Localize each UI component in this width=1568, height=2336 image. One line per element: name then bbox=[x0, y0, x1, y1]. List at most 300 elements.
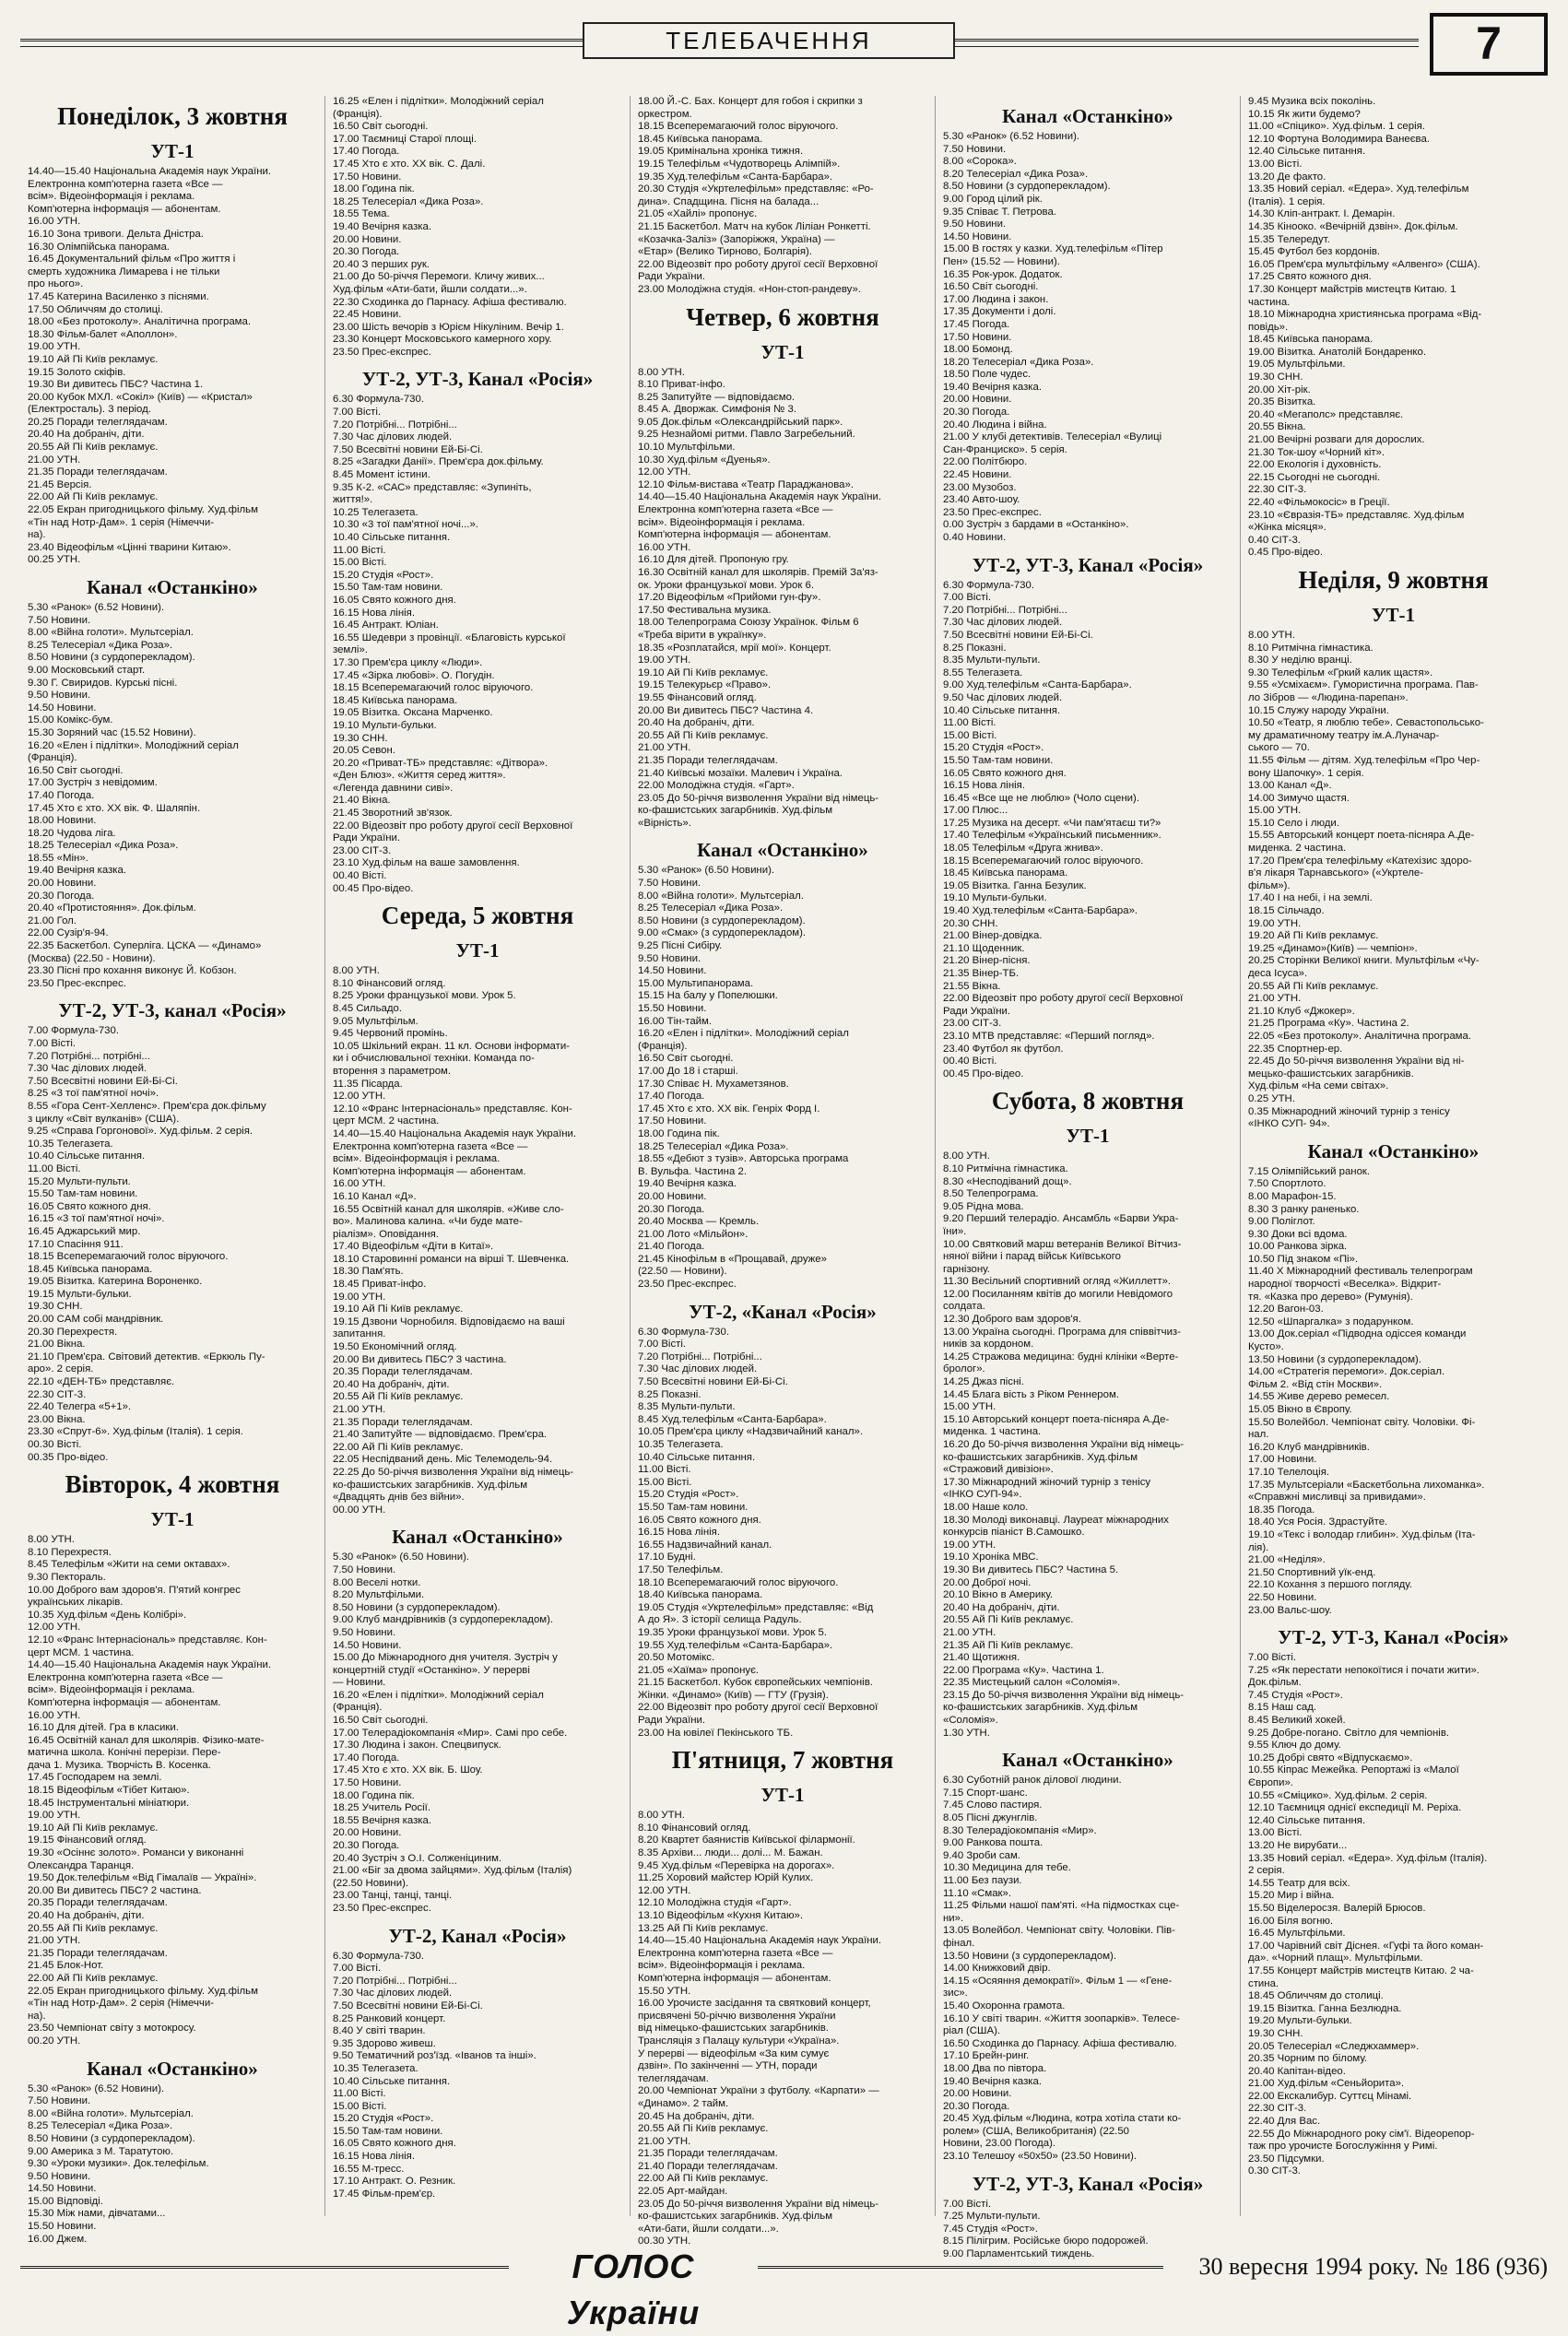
schedule-line: дина». Спадщина. Пісня на балада... bbox=[638, 195, 819, 207]
schedule-line: 23.30 Пісні про кохання виконує Й. Кобзон. bbox=[28, 965, 237, 977]
schedule-line: 7.50 Новини. bbox=[638, 878, 701, 890]
page-number: 7 bbox=[1430, 13, 1548, 76]
schedule-line: Електронна комп'ютерна газета «Все — bbox=[28, 1671, 223, 1683]
schedule-line: 9.20 Перший телерадіо. Ансамбль «Барви Укра- bbox=[943, 1213, 1179, 1225]
schedule-line: 15.00 Комікс-бум. bbox=[28, 714, 113, 726]
schedule-line: 11.00 Вісті. bbox=[333, 544, 386, 556]
schedule-line: 16.00 УТН. bbox=[333, 1178, 386, 1190]
schedule-line: 20.05 Севон. bbox=[333, 745, 395, 757]
schedule-line: 16.00 Біля вогню. bbox=[1248, 1915, 1334, 1927]
schedule-line: 7.50 Всесвітні новини Ей-Бі-Сі. bbox=[943, 629, 1093, 641]
schedule-line: 8.45 Телефільм «Жити на семи октавах». bbox=[28, 1559, 230, 1571]
schedule-line: гарнізону. bbox=[943, 1263, 990, 1275]
schedule-line: 16.05 Свято кожного дня. bbox=[333, 594, 456, 606]
schedule-line: 19.10 Ай Пі Київ рекламує. bbox=[28, 1822, 159, 1834]
schedule-line: 21.35 Поради телеглядачам. bbox=[28, 1947, 168, 1959]
schedule-line: 9.35 Співає Т. Петрова. bbox=[943, 206, 1056, 218]
schedule-line: 16.10 Зона тривоги. Дельта Дністра. bbox=[28, 228, 204, 240]
schedule-line: 18.15 Всеперемагаючий голос віруючого. bbox=[943, 855, 1144, 867]
schedule-line: 8.35 Архіви... люди... долі... М. Бажан. bbox=[638, 1847, 823, 1859]
schedule-line: 20.00 Новини. bbox=[333, 1827, 402, 1839]
schedule-line: 16.15 Нова лінія. bbox=[943, 780, 1025, 792]
schedule-line: всім». Відеоінформація і реклама. bbox=[28, 1684, 195, 1696]
schedule-line: 13.25 Ай Пі Київ рекламує. bbox=[638, 1922, 769, 1934]
schedule-line: 19.10 Ай Пі Київ рекламує. bbox=[333, 1304, 464, 1315]
schedule-line: 9.00 Московський старт. bbox=[28, 664, 146, 676]
schedule-line: Кусто». bbox=[1248, 1341, 1284, 1353]
schedule-line: (22.50 Новини). bbox=[333, 1877, 409, 1889]
schedule-line: Жінки. «Динамо» (Київ) — ГТУ (Грузія). bbox=[638, 1689, 829, 1701]
schedule-line: 12.10 «Франс Інтернасіональ» представляє. Кон- bbox=[333, 1103, 572, 1115]
schedule-line: 10.40 Сільське питання. bbox=[943, 704, 1061, 716]
channel-heading: Канал «Останкіно» bbox=[1002, 1749, 1173, 1772]
schedule-line: Пен» (15.52 — Новини). bbox=[943, 255, 1060, 267]
schedule-line: 16.45 Аджарський мир. bbox=[28, 1225, 141, 1237]
schedule-line: 17.00 Новини. bbox=[1248, 1454, 1317, 1466]
schedule-line: 7.20 Потрібні... Потрібні... bbox=[333, 1975, 457, 1987]
schedule-line: 16.20 До 50-річчя визволення України від німець- bbox=[943, 1439, 1185, 1450]
newspaper-logo: ГОЛОС України bbox=[566, 2248, 701, 2331]
schedule-line: 20.30 Погода. bbox=[333, 1840, 400, 1851]
schedule-line: 21.40 Запитуйте — відповідаємо. Прем'єра. bbox=[333, 1429, 548, 1441]
schedule-line: 6.30 Формула-730. bbox=[333, 1950, 425, 1962]
schedule-line: оркестром. bbox=[638, 108, 692, 120]
schedule-line: 20.55 Ай Пі Київ рекламує. bbox=[638, 2123, 769, 2135]
schedule-line: 8.50 Телепрограма. bbox=[943, 1188, 1039, 1200]
schedule-line: 17.10 Телелоція. bbox=[1248, 1466, 1330, 1478]
schedule-line: Ради України. bbox=[333, 832, 401, 844]
schedule-line: 6.30 Формула-730. bbox=[638, 1326, 730, 1338]
schedule-line: 18.20 Телесеріал «Дика Роза». bbox=[943, 356, 1094, 368]
schedule-line: 7.25 «Як перестати непокоїтися і почати жити». bbox=[1248, 1664, 1480, 1676]
schedule-line: 21.40 Київські мозаїки. Малевич і Україна. bbox=[638, 767, 843, 779]
channel-heading: УТ-1 bbox=[1372, 603, 1415, 626]
schedule-line: 15.50 Новини. bbox=[638, 1003, 707, 1014]
schedule-line: 18.25 Телесеріал «Дика Роза». bbox=[638, 1140, 789, 1152]
schedule-line: 18.00 Година пік. bbox=[333, 1789, 415, 1801]
schedule-line: нал. bbox=[1248, 1429, 1269, 1441]
schedule-line: солдата. bbox=[943, 1301, 985, 1313]
schedule-line: 00.40 Вісті. bbox=[943, 1056, 997, 1068]
schedule-line: 19.00 УТН. bbox=[28, 1810, 81, 1822]
schedule-line: 23.40 Футбол як футбол. bbox=[943, 1043, 1064, 1055]
schedule-line: 16.05 Свято кожного дня. bbox=[943, 767, 1067, 779]
schedule-line: 10.30 Медицина для тебе. bbox=[943, 1862, 1071, 1874]
schedule-line: 21.00 Гол. bbox=[28, 914, 77, 926]
schedule-line: 7.50 Всесвітні новини Ей-Бі-Сі. bbox=[28, 1075, 178, 1087]
schedule-line: 7.00 Вісті. bbox=[943, 592, 992, 604]
schedule-line: 15.15 На балу у Попелюшки. bbox=[638, 990, 778, 1002]
schedule-line: 7.00 Вісті. bbox=[28, 1038, 77, 1049]
schedule-line: 20.30 Погода. bbox=[28, 890, 95, 902]
schedule-line: 21.00 До 50-річчя Перемоги. Кличу живих... bbox=[333, 271, 545, 283]
schedule-line: 12.40 Сільське питання. bbox=[1248, 1814, 1366, 1826]
schedule-line: 19.20 Мульти-бульки. bbox=[1248, 2015, 1352, 2027]
schedule-line: 13.20 Де факто. bbox=[1248, 171, 1326, 183]
schedule-line: 17.45 Хто є хто. XX вік. С. Далі. bbox=[333, 158, 486, 170]
schedule-line: 22.00 Відеозвіт про роботу другої сесії Верховної bbox=[638, 258, 878, 270]
schedule-line: 2 серія. bbox=[1248, 1865, 1285, 1877]
schedule-line: 7.45 Слово пастиря. bbox=[943, 1799, 1043, 1811]
schedule-line: 19.30 СНН. bbox=[1248, 2027, 1303, 2039]
schedule-line: про нього». bbox=[28, 278, 84, 290]
schedule-line: 20.40 На добраніч, діти. bbox=[638, 717, 755, 729]
schedule-line: ни». bbox=[943, 1912, 964, 1924]
schedule-line: 19.35 Уроки французької мови. Урок 5. bbox=[638, 1626, 828, 1638]
schedule-line: аро». 2 серія. bbox=[28, 1363, 94, 1375]
schedule-line: 19.10 Ай Пі Київ рекламує. bbox=[28, 353, 159, 365]
schedule-line: ки і обчислювальної техніки. Команда по- bbox=[333, 1053, 535, 1065]
schedule-line: 23.00 Шість вечорів з Юрієм Нікуліним. Вечір 1. bbox=[333, 321, 564, 333]
schedule-line: 10.40 Сільське питання. bbox=[28, 1150, 146, 1162]
schedule-line: 20.40 Капітан-відео. bbox=[1248, 2065, 1346, 2077]
schedule-line: 20.00 Ви дивитесь ПБС? Частина 4. bbox=[638, 704, 814, 716]
schedule-line: 8.00 Веселі нотки. bbox=[333, 1576, 421, 1588]
schedule-line: 13.10 Відеофільм «Кухня Китаю». bbox=[638, 1910, 804, 1921]
schedule-line: 20.45 Худ.фільм «Людина, котра хотіла стати ко- bbox=[943, 2113, 1182, 2125]
schedule-line: 15.10 Авторський концерт поета-пісняра А.Де- bbox=[943, 1413, 1170, 1425]
schedule-line: в'я лікаря Тарнавського» («Укртеле- bbox=[1248, 867, 1424, 879]
schedule-line: 21.00 У клубі детективів. Телесеріал «Вулиці bbox=[943, 431, 1162, 443]
schedule-line: 19.00 УТН. bbox=[1248, 917, 1302, 929]
schedule-line: 0.30 СІТ-3. bbox=[1248, 2165, 1301, 2177]
schedule-line: 17.30 Прем'єра циклу «Люди». bbox=[333, 656, 483, 668]
schedule-line: 17.10 Брейн-ринг. bbox=[943, 2050, 1030, 2062]
schedule-line: Фільм 2. «Від стін Москви». bbox=[1248, 1378, 1383, 1390]
schedule-line: 9.45 Червоний промінь. bbox=[333, 1028, 448, 1040]
schedule-line: 13.00 Вісті. bbox=[1248, 1827, 1303, 1839]
schedule-line: 11.00 Без паузи. bbox=[943, 1875, 1022, 1886]
schedule-line: 13.35 Новий серіал. «Едера». Худ.фільм (Італія). bbox=[1248, 1852, 1488, 1864]
schedule-line: 8.25 Телесеріал «Дика Роза». bbox=[638, 903, 784, 914]
schedule-line: 18.55 Вечірня казка. bbox=[333, 1814, 432, 1826]
schedule-line: 10.35 Телегазета. bbox=[333, 2062, 419, 2074]
schedule-line: 13.20 Не вирубати... bbox=[1248, 1840, 1348, 1851]
schedule-line: 21.55 Вікна. bbox=[943, 980, 1001, 992]
schedule-line: 19.30 СНН. bbox=[1248, 372, 1303, 383]
schedule-line: 14.40—15.40 Національна Академія наук України. bbox=[28, 166, 272, 177]
schedule-line: 9.05 Рідна мова. bbox=[943, 1200, 1024, 1212]
schedule-line: 15.00 УТН. bbox=[1248, 805, 1302, 817]
schedule-line: 20.55 Ай Пі Київ рекламує. bbox=[943, 1614, 1074, 1626]
schedule-line: 20.20 «Приват-ТБ» представляє: «Дітвора». bbox=[333, 757, 548, 769]
schedule-line: 17.00 Зустріч з невідомим. bbox=[28, 777, 158, 789]
channel-heading: УТ-2, УТ-3, Канал «Росія» bbox=[361, 368, 594, 391]
schedule-line: 17.50 Телефільм. bbox=[638, 1563, 724, 1575]
schedule-line: 17.45 Катерина Василенко з піснями. bbox=[28, 290, 209, 302]
schedule-line: 21.35 Поради телеглядачам. bbox=[333, 1416, 473, 1428]
schedule-line: 11.25 Хоровий майстер Юрій Кулих. bbox=[638, 1872, 814, 1884]
schedule-line: 8.50 Новини (з сурдоперекладом). bbox=[28, 2132, 195, 2144]
schedule-line: 17.30 Концерт майстрів мистецтв Китаю. 1 bbox=[1248, 283, 1456, 295]
day-heading: Неділя, 9 жовтня bbox=[1298, 565, 1489, 594]
schedule-line: 9.00 Парламентський тиждень. bbox=[943, 2248, 1095, 2260]
schedule-line: 16.15 Нова лінія. bbox=[333, 607, 415, 619]
schedule-line: 17.50 Фестивальна музика. bbox=[638, 604, 772, 616]
schedule-line: 18.15 Всеперемагаючий голос віруючого. bbox=[333, 682, 534, 694]
schedule-line: 20.00 Новини. bbox=[333, 233, 402, 245]
schedule-line: 8.00 «Війна голоти». Мультсеріал. bbox=[28, 2107, 194, 2119]
schedule-line: 14.40—15.40 Національна Академія наук України. bbox=[28, 1659, 272, 1671]
schedule-line: 22.10 Кохання з першого погляду. bbox=[1248, 1579, 1413, 1591]
schedule-line: 21.05 «Хаїма» пропонує. bbox=[638, 1664, 760, 1676]
schedule-line: 21.35 Ай Пі Київ рекламує. bbox=[943, 1639, 1074, 1651]
schedule-line: 19.15 Телефільм «Чудотворець Алімпій». bbox=[638, 158, 841, 170]
schedule-line: 18.45 Приват-інфо. bbox=[333, 1279, 427, 1291]
schedule-line: 22.00 Відеозвіт про роботу другої сесії Верховної bbox=[333, 820, 573, 832]
schedule-line: 14.40—15.40 Національна Академія наук України. bbox=[638, 1935, 882, 1947]
schedule-line: 13.00 Україна сьогодні. Програма для співвітчиз- bbox=[943, 1326, 1181, 1338]
schedule-line: 21.45 Версія. bbox=[28, 478, 92, 490]
schedule-line: 20.00 Ви дивитесь ПБС? 3 частина. bbox=[333, 1353, 507, 1365]
schedule-line: 7.00 Вісті. bbox=[333, 407, 382, 419]
schedule-line: 16.05 Прем'єра мультфільму «Алвенго» (США). bbox=[1248, 258, 1480, 270]
schedule-line: Худ.фільм «Ати-бати, йшли солдати...». bbox=[333, 283, 527, 295]
schedule-line: во». Малинова калина. «Чи буде мате- bbox=[333, 1216, 523, 1228]
schedule-line: 15.00 Мультипанорама. bbox=[638, 977, 754, 989]
schedule-line: 16.55 Шедеври з провінції. «Благовість курської bbox=[333, 631, 566, 643]
schedule-line: 9.55 Ключ до дому. bbox=[1248, 1740, 1341, 1752]
schedule-line: 20.30 Погода. bbox=[943, 2100, 1010, 2112]
schedule-line: 20.55 Ай Пі Київ рекламує. bbox=[28, 1922, 159, 1934]
schedule-line: 20.00 Хіт-рік. bbox=[1248, 383, 1311, 395]
schedule-line: 12.00 УТН. bbox=[638, 466, 691, 478]
schedule-line: дзвін». По закінченні — УТН, поради bbox=[638, 2060, 818, 2072]
schedule-line: 22.00 Політбюро. bbox=[943, 456, 1028, 468]
schedule-line: 18.40 Уся Росія. Здрастуйте. bbox=[1248, 1516, 1388, 1528]
schedule-line: «Легенда давнини сиві». bbox=[333, 782, 454, 794]
schedule-line: 20.40 На добраніч, діти. bbox=[28, 1910, 145, 1921]
schedule-line: ріал (США). bbox=[943, 2025, 1001, 2037]
schedule-line: тя. «Казка про дерево» (Румунія). bbox=[1248, 1291, 1413, 1303]
schedule-line: 18.25 Учитель Росії. bbox=[333, 1802, 430, 1814]
schedule-line: 18.15 Відеофільм «Тібет Китаю». bbox=[28, 1785, 190, 1797]
schedule-line: всім». Відеоінформація і реклама. bbox=[333, 1153, 501, 1165]
schedule-line: 18.30 Молоді виконавці. Лауреат міжнародних bbox=[943, 1514, 1169, 1526]
schedule-line: 12.10 Молодіжна студія «Гарт». bbox=[638, 1897, 792, 1909]
schedule-line: 8.20 Телесеріал «Дика Роза». bbox=[943, 168, 1089, 180]
schedule-line: 20.30 СНН. bbox=[943, 917, 998, 929]
schedule-line: їни». bbox=[943, 1225, 967, 1237]
schedule-line: 17.40 Відеофільм «Діти в Китаї». bbox=[333, 1241, 494, 1253]
schedule-line: українських лікарів. bbox=[28, 1597, 124, 1609]
schedule-line: 18.00 Новини. bbox=[28, 815, 97, 827]
schedule-line: 23.00 Вальс-шоу. bbox=[1248, 1604, 1332, 1616]
schedule-line: 20.50 Мотомікс. bbox=[638, 1652, 715, 1664]
schedule-line: «Ден Блюз». «Життя серед життя». bbox=[333, 770, 506, 782]
schedule-line: 17.50 Обличчям до столиці. bbox=[28, 303, 163, 315]
schedule-line: 22.00 Молодіжна студія. «Гарт». bbox=[638, 780, 795, 792]
schedule-line: 23.50 Прес-експрес. bbox=[638, 1279, 737, 1291]
schedule-line: повідь». bbox=[1248, 321, 1289, 333]
schedule-line: 17.55 Концерт майстрів мистецтв Китаю. 2 ча- bbox=[1248, 1964, 1474, 1976]
schedule-line: 14.00 «Стратегія перемоги». Док.серіал. bbox=[1248, 1366, 1445, 1378]
schedule-line: 17.40 Погода. bbox=[333, 146, 400, 158]
schedule-line: ко-фашистських загарбників. Худ.фільм bbox=[943, 1451, 1138, 1463]
schedule-line: 15.00 УТН. bbox=[943, 1401, 996, 1413]
schedule-line: 18.45 Інструментальні мініатюри. bbox=[28, 1797, 190, 1809]
schedule-line: 00.45 Про-відео. bbox=[943, 1068, 1024, 1080]
schedule-line: 16.55 Надзвичайний канал. bbox=[638, 1539, 772, 1551]
footer-rule-left bbox=[20, 2266, 509, 2269]
schedule-line: 19.00 УТН. bbox=[638, 655, 691, 667]
schedule-line: 23.00 СІТ-3. bbox=[333, 844, 392, 856]
schedule-line: 8.00 УТН. bbox=[638, 366, 685, 378]
schedule-line: 17.20 Прем'єра телефільму «Катехізис здоро- bbox=[1248, 855, 1472, 867]
schedule-line: «Жінка місяця». bbox=[1248, 522, 1326, 534]
schedule-line: 21.10 Прем'єра. Світовий детектив. «Еркюль Пу- bbox=[28, 1351, 265, 1363]
schedule-line: 8.40 У світі тварин. bbox=[333, 2025, 426, 2037]
schedule-line: 9.00 «Смак» (з сурдоперекладом). bbox=[638, 927, 807, 939]
schedule-line: 12.00 УТН. bbox=[28, 1622, 81, 1634]
schedule-line: 16.05 Свято кожного дня. bbox=[333, 2138, 456, 2150]
schedule-line: 6.30 Формула-730. bbox=[333, 394, 425, 406]
schedule-line: 8.25 Показні. bbox=[943, 642, 1007, 654]
schedule-line: 23.10 МТВ представляє: «Перший погляд». bbox=[943, 1030, 1155, 1042]
schedule-line: «Ати-бати, йшли солдати...». bbox=[638, 2223, 779, 2235]
schedule-line: ок. Уроки французької мови. Урок 6. bbox=[638, 579, 814, 591]
schedule-line: 17.40 І на небі, і на землі. bbox=[1248, 892, 1373, 904]
schedule-line: 7.20 Потрібні... Потрібні... bbox=[333, 419, 457, 431]
schedule-line: 10.50 «Театр, я люблю тебе». Севастопольсько- bbox=[1248, 717, 1484, 729]
schedule-line: 7.50 Всесвітні новини Ей-Бі-Сі. bbox=[638, 1376, 788, 1388]
channel-heading: Канал «Останкіно» bbox=[1002, 105, 1173, 127]
schedule-line: 19.05 Візитка. Ганна Безулик. bbox=[943, 879, 1087, 891]
schedule-line: 20.40 З перших рук. bbox=[333, 258, 430, 270]
schedule-line: 5.30 «Ранок» (6.50 Новини). bbox=[333, 1551, 470, 1563]
schedule-line: 8.25 «3 тої пам'ятної ночі». bbox=[28, 1088, 159, 1100]
schedule-line: 17.50 Новини. bbox=[333, 171, 402, 183]
schedule-line: 16.05 Свято кожного дня. bbox=[28, 1200, 151, 1212]
schedule-line: таж про урочисте Богослужіння у Римі. bbox=[1248, 2141, 1438, 2153]
schedule-line: 22.30 СІТ-3. bbox=[28, 1388, 87, 1400]
schedule-line: 16.50 Світ сьогодні. bbox=[28, 764, 124, 776]
schedule-line: 15.05 Вікно в Європу. bbox=[1248, 1404, 1352, 1415]
schedule-line: 20.55 Ай Пі Київ рекламує. bbox=[1248, 980, 1379, 992]
schedule-line: 19.05 Візитка. Катерина Вороненко. bbox=[28, 1276, 203, 1288]
schedule-line: 16.45 «Все ще не люблю» (Чоло сцени). bbox=[943, 792, 1140, 804]
schedule-line: 00.25 УТН. bbox=[28, 554, 81, 566]
schedule-line: 7.00 Вісті. bbox=[943, 2198, 992, 2210]
schedule-line: 7.50 Новини. bbox=[943, 143, 1007, 155]
schedule-line: 17.40 Погода. bbox=[638, 1091, 705, 1103]
schedule-line: 16.15 Нова лінія. bbox=[638, 1527, 720, 1539]
schedule-line: 22.40 Для Вас. bbox=[1248, 2116, 1321, 2128]
schedule-line: 21.00 Вечірні розваги для дорослих. bbox=[1248, 434, 1425, 446]
schedule-line: «Двадцять днів без війни». bbox=[333, 1492, 465, 1504]
schedule-line: 22.25 До 50-річчя визволення України від німець- bbox=[333, 1466, 574, 1478]
schedule-line: 10.10 Мультфільми. bbox=[638, 442, 736, 454]
schedule-line: 20.30 Погода. bbox=[638, 1203, 705, 1215]
schedule-line: 8.25 «Загадки Данії». Прем'єра док.фільму. bbox=[333, 456, 544, 468]
schedule-line: 10.00 Святковий марш ветеранів Великої Вітчиз- bbox=[943, 1238, 1182, 1250]
schedule-line: 9.00 Ранкова пошта. bbox=[943, 1837, 1043, 1849]
schedule-line: 10.35 Телегазета. bbox=[28, 1138, 113, 1150]
schedule-line: стина. bbox=[1248, 1977, 1279, 1989]
schedule-line: Європи». bbox=[1248, 1777, 1293, 1789]
schedule-line: 17.50 Новини. bbox=[943, 331, 1012, 343]
schedule-line: Док.фільм. bbox=[1248, 1677, 1302, 1689]
schedule-line: 22.50 Новини. bbox=[1248, 1591, 1317, 1603]
schedule-line: 8.45 А. Дворжак. Симфонія № 3. bbox=[638, 404, 796, 416]
schedule-line: «ІНКО СУП- 94». bbox=[1248, 1118, 1330, 1130]
schedule-line: 17.45 Фільм-прем'єр. bbox=[333, 2188, 436, 2200]
schedule-line: 14.55 Живе дерево ремесел. bbox=[1248, 1391, 1390, 1403]
schedule-line: 20.00 Новини. bbox=[943, 2088, 1012, 2100]
schedule-line: 7.45 Студія «Рост». bbox=[1248, 1689, 1343, 1701]
schedule-line: 22.40 «Фільмокосіс» в Греції. bbox=[1248, 497, 1390, 508]
schedule-line: 13.35 Новий серіал. «Едера». Худ.телефільм bbox=[1248, 183, 1469, 195]
schedule-line: 17.00 Таємниці Старої площі. bbox=[333, 133, 477, 145]
schedule-line: 20.40 Людина і війна. bbox=[943, 419, 1047, 431]
schedule-line: 00.30 Вісті. bbox=[28, 1439, 82, 1450]
schedule-line: 18.30 Пам'ять. bbox=[333, 1266, 404, 1278]
schedule-line: 8.00 УТН. bbox=[638, 1810, 685, 1822]
schedule-line: 19.55 Худ.телефільм «Санта-Барбара». bbox=[638, 1639, 833, 1651]
schedule-line: землі». bbox=[333, 644, 368, 656]
schedule-line: 8.25 Телесеріал «Дика Роза». bbox=[28, 2120, 173, 2132]
schedule-line: 15.50 Там-там новини. bbox=[943, 754, 1054, 766]
schedule-line: 17.30 Співає Н. Мухаметзянов. bbox=[638, 1078, 789, 1090]
schedule-line: 16.05 Свято кожного дня. bbox=[638, 1514, 761, 1526]
schedule-line: 16.50 Сходинка до Парнасу. Афіша фестивалю. bbox=[943, 2037, 1177, 2049]
schedule-line: 17.10 Антракт. О. Резник. bbox=[333, 2176, 456, 2188]
schedule-line: 21.05 «Хайлі» пропонує. bbox=[638, 208, 758, 220]
schedule-line: 0.40 Новини. bbox=[943, 532, 1007, 543]
schedule-line: 14.40—15.40 Національна Академія наук України. bbox=[333, 1127, 577, 1139]
schedule-line: 18.00 Й.-С. Бах. Концерт для гобоя і скрипки з bbox=[638, 96, 863, 107]
schedule-line: 17.50 Новини. bbox=[638, 1115, 707, 1127]
schedule-line: 21.45 Зворотний зв'язок. bbox=[333, 808, 453, 820]
schedule-line: «ІНКО СУП-94». bbox=[943, 1489, 1022, 1501]
schedule-line: 18.00 «Без протоколу». Аналітична програма. bbox=[28, 316, 251, 328]
schedule-line: 16.20 «Елен і підлітки». Молодіжний серіал bbox=[28, 739, 239, 751]
schedule-line: 21.00 Вінер-довідка. bbox=[943, 930, 1043, 942]
schedule-line: 23.05 До 50-річчя визволення України від німець- bbox=[638, 2198, 879, 2210]
schedule-line: 8.25 Запитуйте — відповідаємо. bbox=[638, 391, 796, 403]
schedule-line: 15.50 Там-там новини. bbox=[28, 1188, 138, 1200]
schedule-line: 19.40 Вечірня казка. bbox=[333, 220, 432, 232]
schedule-line: 10.30 «3 тої пам'ятної ночі...». bbox=[333, 519, 478, 531]
schedule-line: Електронна комп'ютерна газета «Все — bbox=[638, 504, 833, 516]
schedule-line: 22.30 СІТ-3. bbox=[1248, 484, 1307, 496]
schedule-line: 8.00 «Війна голоти». Мультсеріал. bbox=[28, 627, 194, 639]
schedule-line: 8.30 Телерадіокомпанія «Мир». bbox=[943, 1824, 1097, 1836]
schedule-line: 18.00 Два по півтора. bbox=[943, 2062, 1047, 2074]
schedule-line: 18.10 Старовинні романси на вірші Т. Шевченка. bbox=[333, 1253, 570, 1265]
schedule-line: 17.00 Телерадіокомпанія «Мир». Самі про себе. bbox=[333, 1727, 568, 1739]
schedule-line: 20.30 Перехрестя. bbox=[28, 1326, 118, 1338]
schedule-line: 16.20 «Елен і підлітки». Молодіжний серіал bbox=[333, 1689, 544, 1701]
schedule-line: 22.45 До 50-річчя визволення України від ні- bbox=[1248, 1056, 1465, 1068]
schedule-line: 19.10 Хроніка МВС. bbox=[943, 1551, 1039, 1563]
schedule-line: 9.35 К-2. «САС» представляє: «Зупиніть, bbox=[333, 481, 532, 493]
schedule-line: 23.00 Молодіжна студія. «Нон-стоп-рандеву». bbox=[638, 283, 861, 295]
schedule-line: 19.30 Ви дивитесь ПБС? Частина 1. bbox=[28, 379, 204, 391]
schedule-line: 8.25 Показні. bbox=[638, 1388, 701, 1400]
schedule-line: 18.55 Тема. bbox=[333, 208, 390, 220]
schedule-line: 20.40 «Мегаполс» представляє. bbox=[1248, 408, 1404, 420]
schedule-line: 16.45 Мультфільми. bbox=[1248, 1928, 1346, 1940]
day-heading: Четвер, 6 жовтня bbox=[686, 302, 879, 331]
schedule-line: 23.10 «Євразія-ТБ» представляє. Худ.фільм bbox=[1248, 509, 1465, 521]
channel-heading: Канал «Останкіно» bbox=[87, 576, 258, 598]
schedule-line: «Вірність». bbox=[638, 817, 691, 829]
schedule-line: 16.50 Світ сьогодні. bbox=[333, 121, 429, 133]
schedule-line: 8.45 Великий хокей. bbox=[1248, 1715, 1346, 1727]
schedule-line: 18.15 Сільчадо. bbox=[1248, 905, 1325, 917]
schedule-line: 9.00 Клуб мандрівників (з сурдоперекладом). bbox=[333, 1614, 554, 1626]
